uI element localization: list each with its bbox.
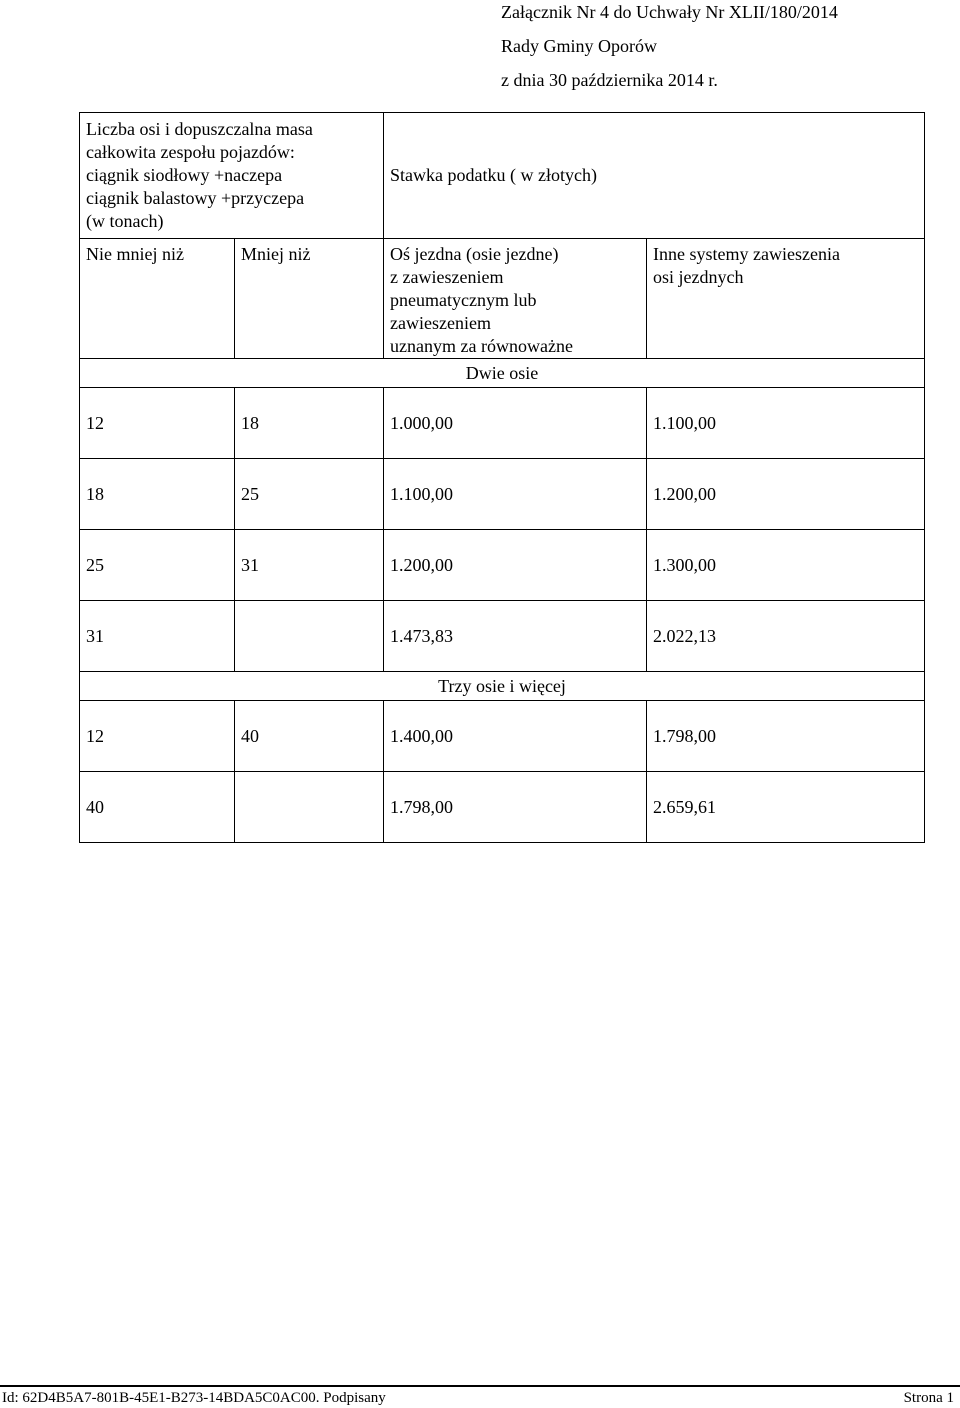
cell-max-value: 18 bbox=[241, 412, 259, 433]
table-head-row bbox=[80, 113, 925, 239]
col-pneumatic-label-line: zawieszeniem bbox=[390, 313, 491, 333]
tax-rate-header-label: Stawka podatku ( w złotych) bbox=[390, 165, 597, 185]
section-title-two-axles: Dwie osie bbox=[465, 363, 539, 383]
tax-rate-table bbox=[79, 112, 925, 843]
tax-rate-header bbox=[384, 113, 925, 239]
page-number: Strona 1 bbox=[903, 1390, 954, 1406]
col-max-label: Mniej niż bbox=[241, 244, 311, 264]
cell-max bbox=[235, 530, 384, 601]
cell-min bbox=[80, 701, 235, 772]
cell-max bbox=[235, 388, 384, 459]
col-pneumatic-label-line: z zawieszeniem bbox=[390, 267, 504, 287]
col-other-header bbox=[647, 239, 925, 359]
section-header bbox=[80, 672, 925, 701]
col-min-header bbox=[80, 239, 235, 359]
cell-other bbox=[647, 459, 925, 530]
col-min-label: Nie mniej niż bbox=[86, 244, 184, 264]
cell-other bbox=[647, 701, 925, 772]
cell-max bbox=[235, 459, 384, 530]
section-header-row bbox=[80, 672, 925, 701]
axle-mass-header-line: ciągnik balastowy +przyczepa bbox=[86, 188, 305, 208]
table-row bbox=[80, 388, 925, 459]
cell-pneumatic bbox=[384, 530, 647, 601]
attachment-title: Załącznik Nr 4 do Uchwały Nr XLII/180/2014 bbox=[501, 2, 838, 22]
col-max-header bbox=[235, 239, 384, 359]
attachment-header bbox=[501, 0, 838, 102]
axle-mass-header-line: Liczba osi i dopuszczalna masa bbox=[86, 119, 313, 139]
table-subhead-row bbox=[80, 239, 925, 359]
cell-other bbox=[647, 530, 925, 601]
section-header bbox=[80, 359, 925, 388]
cell-other-value: 1.300,00 bbox=[653, 554, 717, 575]
cell-pneumatic-value: 1.400,00 bbox=[390, 725, 454, 746]
cell-other bbox=[647, 772, 925, 843]
cell-other-value: 2.659,61 bbox=[653, 796, 717, 817]
cell-max-value: 40 bbox=[241, 725, 259, 746]
cell-max bbox=[235, 601, 384, 672]
cell-other bbox=[647, 601, 925, 672]
cell-pneumatic bbox=[384, 772, 647, 843]
table-row bbox=[80, 459, 925, 530]
cell-pneumatic-value: 1.000,00 bbox=[390, 412, 454, 433]
col-pneumatic-label-line: pneumatycznym lub bbox=[390, 290, 537, 310]
axle-mass-header bbox=[80, 113, 384, 239]
cell-max bbox=[235, 701, 384, 772]
col-other-label-line: osi jezdnych bbox=[653, 267, 744, 287]
col-pneumatic-header bbox=[384, 239, 647, 359]
table-row bbox=[80, 530, 925, 601]
cell-min bbox=[80, 459, 235, 530]
axle-mass-header-line: ciągnik siodłowy +naczepa bbox=[86, 165, 283, 185]
attachment-date: z dnia 30 października 2014 r. bbox=[501, 70, 718, 90]
cell-max-value: 25 bbox=[241, 483, 259, 504]
cell-other-value: 1.200,00 bbox=[653, 483, 717, 504]
cell-pneumatic bbox=[384, 701, 647, 772]
cell-min-value: 31 bbox=[86, 625, 104, 646]
cell-pneumatic bbox=[384, 388, 647, 459]
cell-min-value: 12 bbox=[86, 725, 104, 746]
cell-pneumatic-value: 1.473,83 bbox=[390, 625, 454, 646]
cell-pneumatic-value: 1.100,00 bbox=[390, 483, 454, 504]
axle-mass-header-line: całkowita zespołu pojazdów: bbox=[86, 142, 295, 162]
cell-max bbox=[235, 772, 384, 843]
cell-min-value: 25 bbox=[86, 554, 104, 575]
footer-divider bbox=[0, 1385, 960, 1387]
cell-other bbox=[647, 388, 925, 459]
cell-min-value: 18 bbox=[86, 483, 104, 504]
attachment-council: Rady Gminy Oporów bbox=[501, 36, 657, 56]
cell-min-value: 12 bbox=[86, 412, 104, 433]
cell-min-value: 40 bbox=[86, 796, 104, 817]
table-row bbox=[80, 601, 925, 672]
cell-pneumatic-value: 1.200,00 bbox=[390, 554, 454, 575]
cell-min bbox=[80, 388, 235, 459]
cell-min bbox=[80, 772, 235, 843]
cell-min bbox=[80, 601, 235, 672]
cell-min bbox=[80, 530, 235, 601]
cell-pneumatic bbox=[384, 601, 647, 672]
table-row bbox=[80, 701, 925, 772]
col-other-label-line: Inne systemy zawieszenia bbox=[653, 244, 840, 264]
section-header-row bbox=[80, 359, 925, 388]
cell-other-value: 1.100,00 bbox=[653, 412, 717, 433]
cell-max-value: 31 bbox=[241, 554, 259, 575]
col-pneumatic-label-line: Oś jezdna (osie jezdne) bbox=[390, 244, 559, 264]
section-title-three-axles: Trzy osie i więcej bbox=[438, 676, 566, 696]
col-pneumatic-label-line: uznanym za równoważne bbox=[390, 336, 573, 356]
cell-other-value: 1.798,00 bbox=[653, 725, 717, 746]
document-id: Id: 62D4B5A7-801B-45E1-B273-14BDA5C0AC00. Podpisany bbox=[2, 1390, 386, 1406]
table-row bbox=[80, 772, 925, 843]
cell-pneumatic bbox=[384, 459, 647, 530]
cell-other-value: 2.022,13 bbox=[653, 625, 717, 646]
cell-pneumatic-value: 1.798,00 bbox=[390, 796, 454, 817]
axle-mass-header-line: (w tonach) bbox=[86, 211, 164, 231]
